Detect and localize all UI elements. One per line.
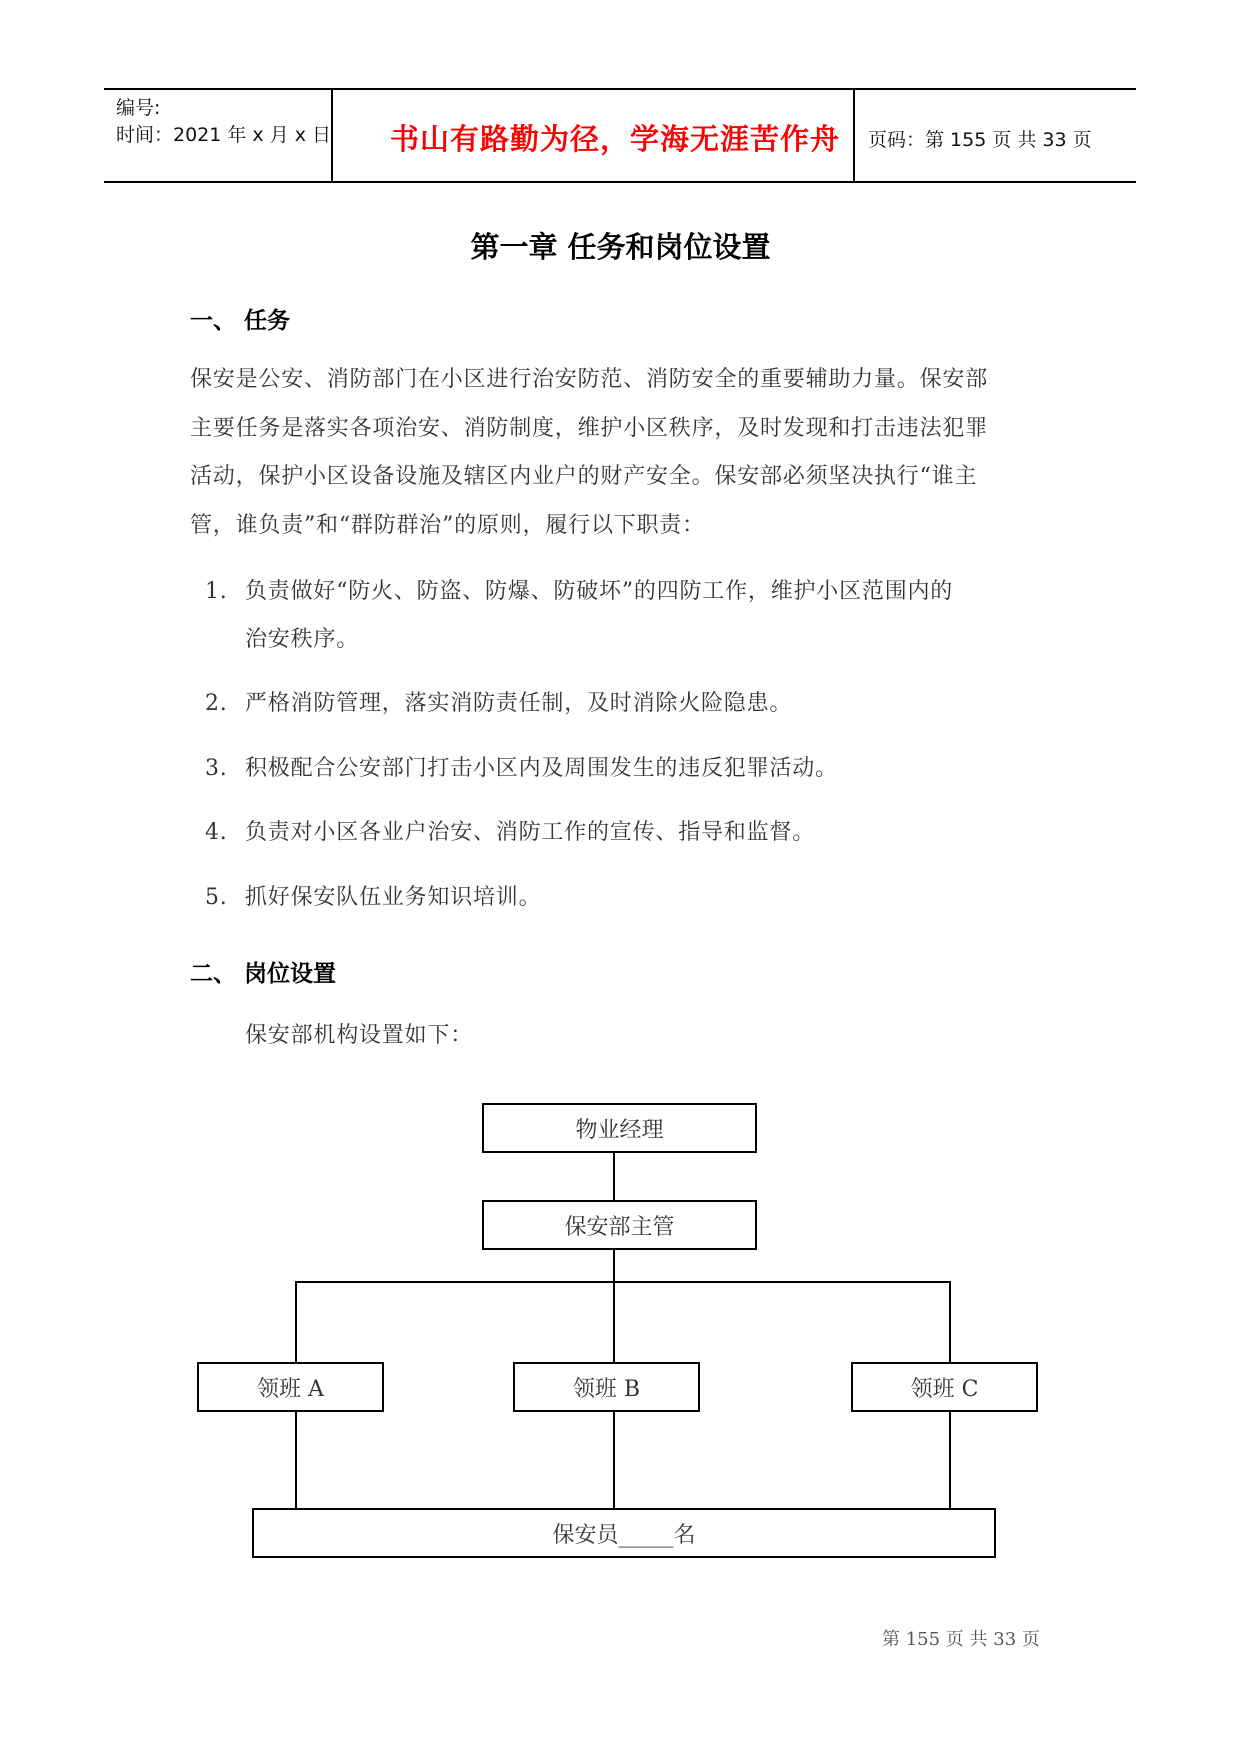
chapter-title: 第一章 任务和岗位设置 (470, 230, 771, 264)
org-box-manager: 物业经理 (482, 1103, 757, 1153)
duty-number: 3. (205, 756, 228, 781)
header-bottom-border (104, 181, 1136, 183)
header-divider-left (331, 88, 333, 183)
connector-manager-supervisor (613, 1150, 615, 1200)
org-intro: 保安部机构设置如下： (245, 1023, 474, 1048)
duty-item-1 (205, 568, 1085, 664)
duty-number: 4. (205, 820, 228, 845)
duty-item-2 (205, 680, 1085, 728)
page-info: 页码：第 155 页 共 33 页 (868, 129, 1092, 151)
duty-number: 5. (205, 885, 228, 910)
tasks-paragraph (190, 356, 1070, 550)
connector-branch-horizontal (295, 1281, 951, 1283)
duty-text: 积极配合公安部门打击小区内及周围发生的违反犯罪活动。 (245, 756, 838, 781)
serial-label: 编号: (116, 97, 161, 119)
section-heading-tasks: 一、 任务 (190, 308, 291, 334)
paragraph-line: 主要任务是落实各项治安、消防制度，维护小区秩序，及时发现和打击违法犯罪 (190, 415, 989, 441)
duty-text: 负责对小区各业户治安、消防工作的宣传、指导和监督。 (245, 820, 816, 845)
org-box-leader-a: 领班 A (197, 1362, 384, 1412)
paragraph-line: 管，谁负责”和“群防群治”的原则，履行以下职责： (190, 512, 705, 538)
duty-item-3 (205, 745, 1085, 793)
connector-supervisor-branch (613, 1248, 615, 1373)
motto: 书山有路勤为径，学海无涯苦作舟 (390, 122, 841, 156)
duty-item-4 (205, 809, 1085, 857)
org-box-leader-b: 领班 B (513, 1362, 700, 1412)
connector-leader-c-down (949, 1410, 951, 1510)
connector-leader-b-down (613, 1410, 615, 1510)
duty-text-continued: 治安秩序。 (245, 627, 360, 652)
paragraph-line: 活动，保护小区设备设施及辖区内业户的财产安全。保安部必须坚决执行“谁主 (190, 464, 978, 489)
duty-text: 负责做好“防火、防盗、防爆、防破坏”的四防工作，维护小区范围内的 (245, 579, 954, 604)
date-text: 时间：2021 年 x 月 x 日 (116, 124, 332, 146)
page-footer: 第 155 页 共 33 页 (882, 1629, 1040, 1650)
duty-item-5 (205, 874, 1085, 922)
org-box-leader-c: 领班 C (851, 1362, 1038, 1412)
org-box-supervisor: 保安部主管 (482, 1200, 757, 1250)
duty-text: 抓好保安队伍业务知识培训。 (245, 885, 542, 910)
duty-text: 严格消防管理，落实消防责任制，及时消除火险隐患。 (245, 691, 793, 716)
connector-leader-a-down (295, 1410, 297, 1510)
org-box-guards: 保安员_____名 (252, 1508, 996, 1558)
duty-number: 2. (205, 691, 228, 716)
connector-leader-a-up (295, 1281, 297, 1363)
section-heading-positions: 二、 岗位设置 (190, 961, 337, 987)
duty-number: 1. (205, 579, 228, 604)
header-divider-right (853, 88, 855, 183)
connector-leader-c-up (949, 1281, 951, 1363)
paragraph-line: 保安是公安、消防部门在小区进行治安防范、消防安全的重要辅助力量。保安部 (190, 367, 989, 392)
header-top-border (104, 88, 1136, 90)
